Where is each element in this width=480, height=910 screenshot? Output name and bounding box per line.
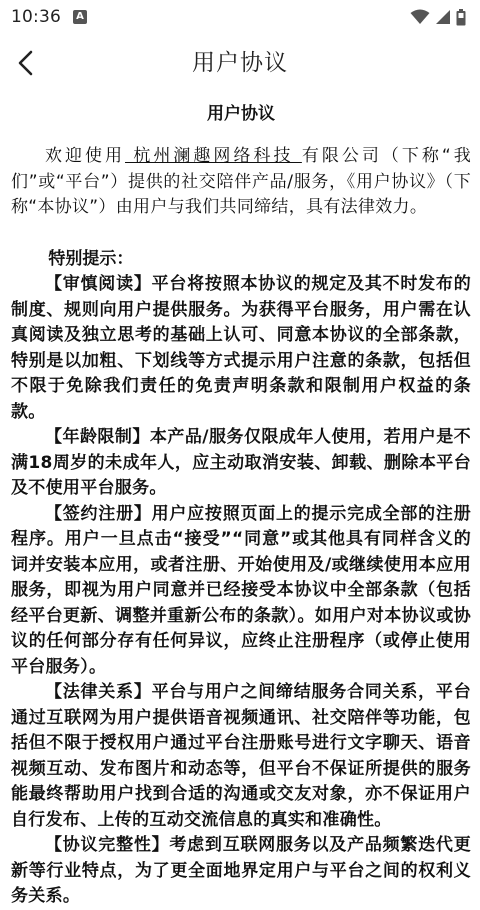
agreement-content [11,92,471,910]
nav-bar [0,34,480,92]
special-notice-heading: 特别提示： [48,248,134,269]
section-tag: 【审慎阅读】 [45,274,152,294]
section-integrity [11,833,471,910]
notification-icon: A [73,10,87,24]
intro-paragraph [11,144,471,221]
status-right [410,9,466,26]
intro-after: 有限公司（下称“我们”或“平台”）提供的社交陪伴产品/服务，《用户协议》（下称“本协议”）由用户与我们共同缔结，具有法律效力。 [11,146,471,217]
status-bar [0,0,480,34]
company-link[interactable]: 杭州澜趣网络科技 [125,146,302,166]
section-age-limit [11,425,471,502]
section-tag: 【签约注册】 [45,503,152,524]
section-tag: 【年龄限制】 [45,427,150,447]
section-text: 平台将按照本协议的规定及其不时发布的制度、规则向用户提供服务。为获得平台服务，用户需在认真阅读及独立思考的基础上认可、同意本协议的全部条款，特别是以加粗、下划线等方式提示用户注意的条款，包括但不限于免除我们责任的免责声明条款和限制用户权益的条款。 [11,274,471,422]
status-left [11,7,87,27]
section-text: 平台与用户之间缔结服务合同关系，平台通过互联网为用户提供语音视频通讯、社交陪伴等功能，包括但不限于授权用户通过平台注册账号进行文字聊天、语音视频互动、发布图片和动态等，但平台不保证所提供的服务能最终帮助用户找到合适的沟通或交友对象，亦不保证用户自行发布、上传的互动交流信息的真实和准确性。 [11,682,471,830]
section-text: 本产品/服务仅限成年人使用，若用户是不满18周岁的未成年人，应主动取消安装、卸载、删除本平台及不使用平台服务。 [11,427,471,498]
intro-before: 欢迎使用 [45,146,126,166]
spacer [11,221,471,247]
document-title: 用户协议 [207,104,275,124]
section-legal-relation [11,680,471,833]
wifi-icon [410,9,430,25]
section-registration [11,502,471,681]
battery-icon [456,9,466,26]
section-text: 用户应按照页面上的提示完成全部的注册程序。用户一旦点击“接受”“同意”或其他具有同样含义的词并安装本应用，或者注册、开始使用及/或继续使用本应用服务，即视为用户同意并已经接受本协议中全部条款（包括经平台更新、调整并重新公布的条款）。如用户对本协议或协议的任何部分存有任何异议，应终止注册程序（或停止使用平台服务）。 [11,503,471,677]
page-title: 用户协议 [192,50,288,76]
section-tag: 【法律关系】 [45,682,152,702]
section-cautious-reading [11,272,471,425]
section-tag: 【协议完整性】 [45,835,170,855]
status-time: 10:36 [11,7,61,27]
section-text: 考虑到互联网服务以及产品频繁迭代更新等行业特点，为了更全面地界定用户与平台之间的权利义务关系。 [11,835,471,906]
signal-icon [435,9,451,25]
